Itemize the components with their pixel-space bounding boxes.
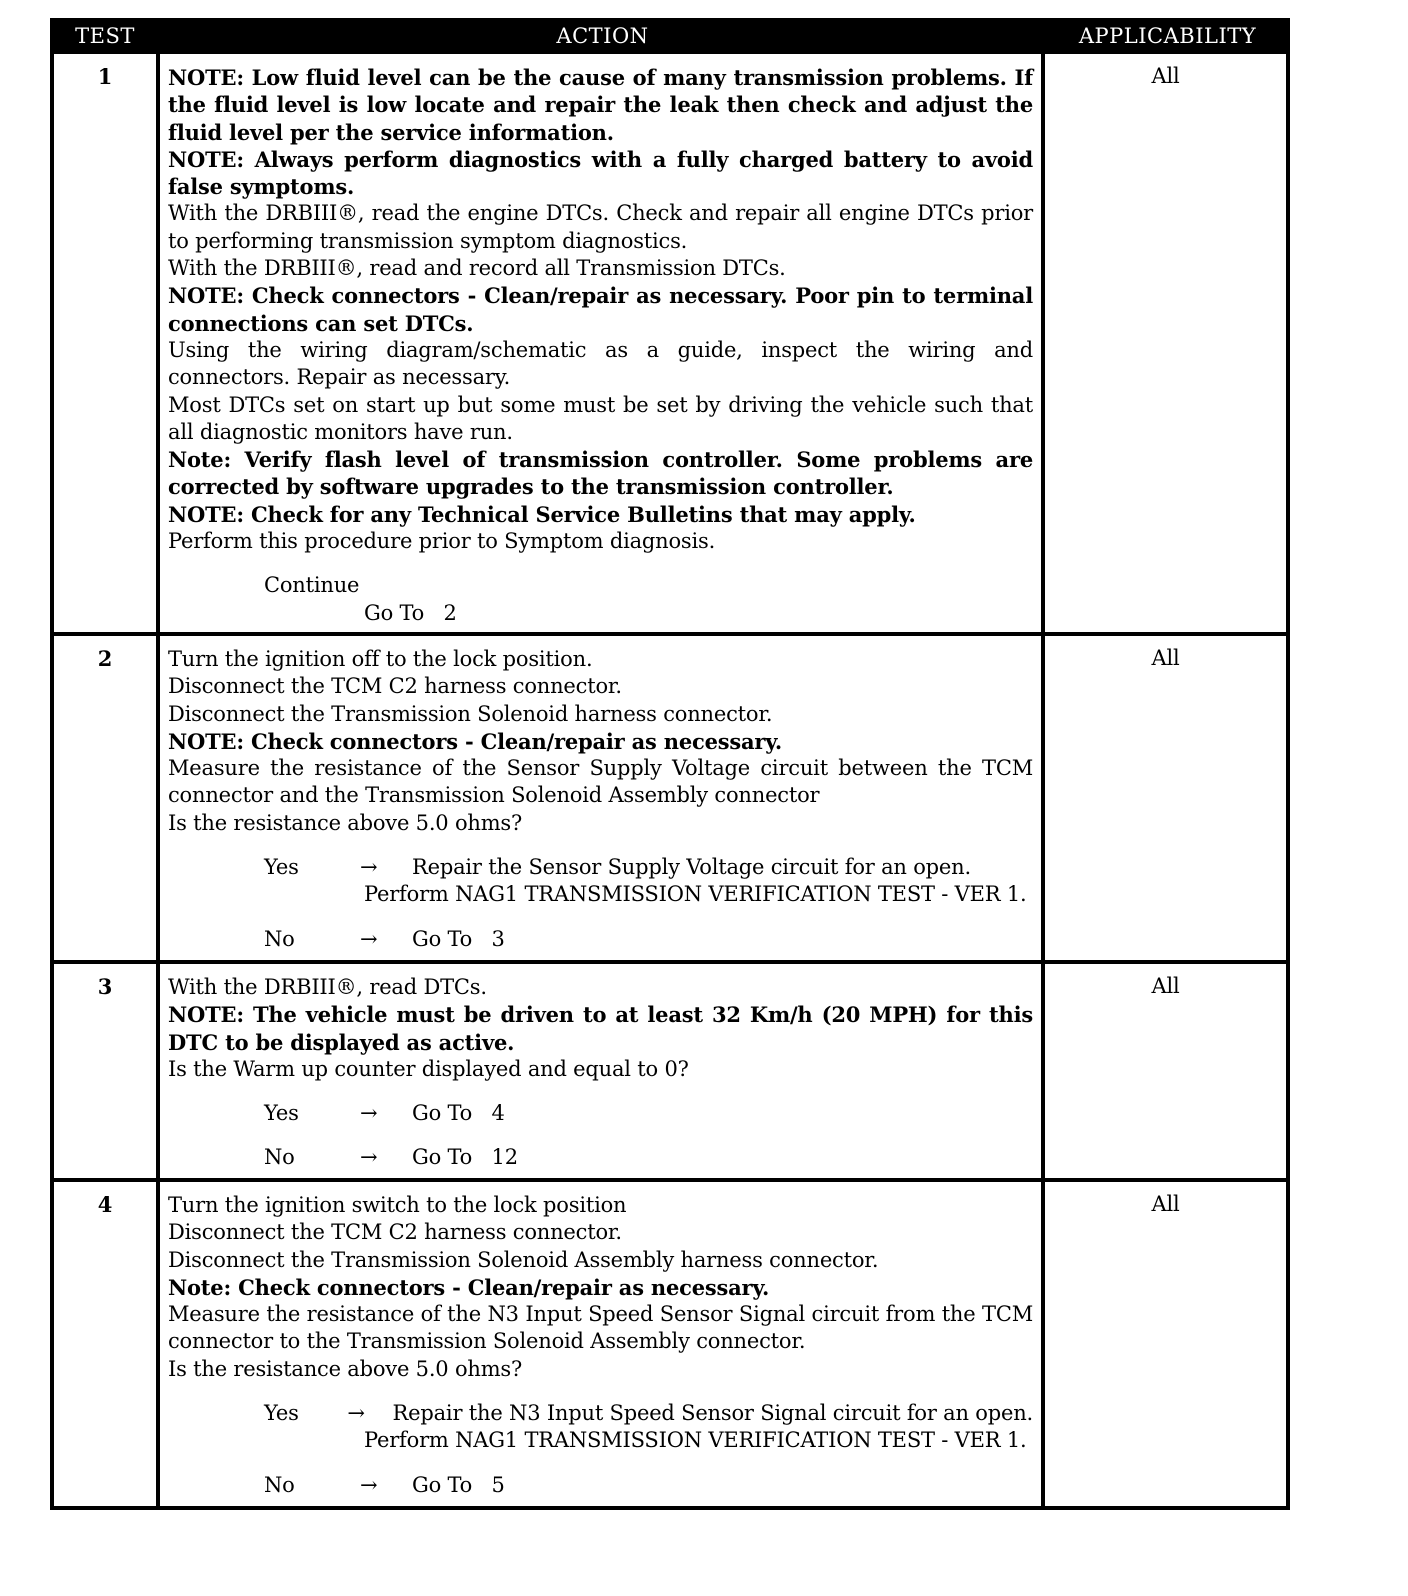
- instruction-text: Disconnect the Transmission Solenoid Assembly harness connector.: [168, 1247, 879, 1272]
- no-action: Go To 5: [412, 1472, 505, 1497]
- yes-label: Yes: [264, 1401, 299, 1426]
- response-block: [168, 572, 1033, 627]
- instruction-text: With the DRBIII®, read and record all Transmission DTCs.: [168, 256, 786, 281]
- header-action: ACTION: [556, 24, 649, 48]
- applicability-cell: All: [1151, 64, 1180, 88]
- arrow-icon: →: [360, 855, 378, 880]
- test-number: 2: [54, 636, 160, 960]
- instruction-text: Is the resistance above 5.0 ohms?: [168, 1356, 523, 1381]
- arrow-icon: →: [360, 926, 378, 951]
- arrow-icon: →: [347, 1401, 365, 1426]
- no-action: Go To 12: [412, 1145, 518, 1170]
- continue-label: Continue: [264, 573, 360, 598]
- action-cell: [160, 964, 1045, 1178]
- instruction-text: Perform this procedure prior to Symptom diagnosis.: [168, 529, 716, 554]
- response-block: [168, 1100, 1033, 1172]
- note-text: NOTE: Low fluid level can be the cause of many transmission problems. If the fluid level is low locate and repair the leak then check and adjust the fluid level per the service information.: [168, 65, 1033, 145]
- yes-verification: Perform NAG1 TRANSMISSION VERIFICATION TEST - VER 1.: [364, 1428, 1027, 1453]
- test-number: 4: [54, 1182, 160, 1506]
- no-label: No: [264, 926, 295, 951]
- response-block: [168, 854, 1033, 953]
- action-cell: [160, 1182, 1045, 1506]
- test-number: 1: [54, 54, 160, 632]
- yes-verification: Perform NAG1 TRANSMISSION VERIFICATION TEST - VER 1.: [364, 882, 1027, 907]
- action-cell: [160, 54, 1045, 632]
- table-row: [50, 1182, 1290, 1510]
- yes-label: Yes: [264, 1101, 299, 1126]
- applicability-cell: All: [1151, 974, 1180, 998]
- instruction-text: With the DRBIII®, read the engine DTCs. Check and repair all engine DTCs prior to performing transmission symptom diagnostics.: [168, 201, 1033, 253]
- continue-goto: Go To 2: [364, 600, 457, 625]
- yes-action: Repair the Sensor Supply Voltage circuit for an open.: [412, 855, 971, 880]
- instruction-text: Measure the resistance of the N3 Input Speed Sensor Signal circuit from the TCM connector to the Transmission Solenoid Assembly connector.: [168, 1302, 1033, 1354]
- instruction-text: Turn the ignition off to the lock position.: [168, 647, 593, 671]
- applicability-cell: All: [1151, 1192, 1180, 1216]
- arrow-icon: →: [360, 1101, 378, 1126]
- table-body: [50, 54, 1290, 1510]
- no-action: Go To 3: [412, 926, 505, 951]
- instruction-text: With the DRBIII®, read DTCs.: [168, 975, 487, 999]
- response-block: [168, 1400, 1033, 1499]
- note-text: NOTE: Check for any Technical Service Bulletins that may apply.: [168, 501, 916, 527]
- note-text: Note: Verify flash level of transmission controller. Some problems are corrected by software upgrades to the transmission controller.: [168, 447, 1033, 500]
- instruction-text: Disconnect the Transmission Solenoid harness connector.: [168, 701, 773, 726]
- test-number: 3: [54, 964, 160, 1178]
- instruction-text: Disconnect the TCM C2 harness connector.: [168, 674, 622, 699]
- action-cell: [160, 636, 1045, 960]
- instruction-text: Most DTCs set on start up but some must be set by driving the vehicle such that all diagnostic monitors have run.: [168, 392, 1033, 444]
- instruction-text: Disconnect the TCM C2 harness connector.: [168, 1220, 622, 1245]
- table-row: [50, 54, 1290, 636]
- table-row: [50, 964, 1290, 1182]
- instruction-text: Measure the resistance of the Sensor Supply Voltage circuit between the TCM connector and the Transmission Solenoid Assembly connector: [168, 756, 1033, 808]
- instruction-text: Using the wiring diagram/schematic as a guide, inspect the wiring and connectors. Repair as necessary.: [168, 337, 1033, 390]
- note-text: NOTE: Check connectors - Clean/repair as necessary.: [168, 728, 782, 754]
- diagnostic-table: [50, 18, 1290, 1510]
- applicability-cell: All: [1151, 646, 1180, 670]
- header-test: TEST: [75, 24, 135, 48]
- note-text: NOTE: The vehicle must be driven to at least 32 Km/h (20 MPH) for this DTC to be displayed as active.: [168, 1002, 1033, 1055]
- note-text: NOTE: Check connectors - Clean/repair as necessary. Poor pin to terminal connections can set DTCs.: [168, 283, 1033, 336]
- note-text: NOTE: Always perform diagnostics with a fully charged battery to avoid false symptoms.: [168, 146, 1033, 200]
- header-applicability: APPLICABILITY: [1078, 24, 1257, 48]
- note-text: Note: Check connectors - Clean/repair as necessary.: [168, 1274, 770, 1300]
- no-label: No: [264, 1145, 295, 1170]
- yes-action: Go To 4: [412, 1101, 505, 1126]
- arrow-icon: →: [360, 1145, 378, 1170]
- instruction-text: Is the Warm up counter displayed and equal to 0?: [168, 1056, 689, 1081]
- instruction-text: Turn the ignition switch to the lock position: [168, 1193, 627, 1217]
- arrow-icon: →: [360, 1472, 378, 1497]
- table-row: [50, 636, 1290, 964]
- yes-label: Yes: [264, 855, 299, 880]
- no-label: No: [264, 1472, 295, 1497]
- yes-action: Repair the N3 Input Speed Sensor Signal circuit for an open.: [392, 1401, 1033, 1426]
- instruction-text: Is the resistance above 5.0 ohms?: [168, 810, 523, 835]
- table-header: [50, 18, 1290, 54]
